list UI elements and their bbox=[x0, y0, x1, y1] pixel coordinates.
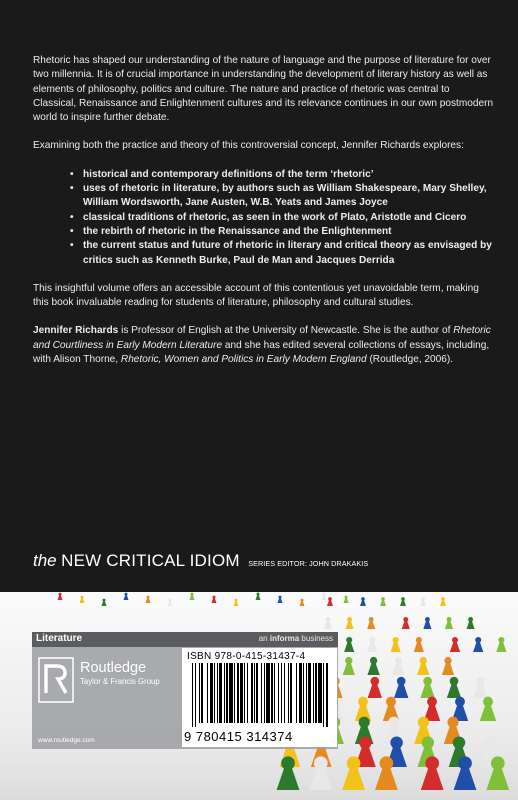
lead-paragraph: Examining both the practice and theory of this controversial concept, Jennifer Richards explores: bbox=[33, 140, 464, 152]
informa-label bbox=[259, 634, 333, 643]
pawn-figure bbox=[346, 617, 354, 629]
pawn-figure bbox=[234, 599, 239, 606]
pawn-figure bbox=[344, 637, 354, 652]
barcode-bar bbox=[195, 663, 196, 727]
pawn-figure bbox=[367, 657, 379, 675]
routledge-logo-icon bbox=[38, 657, 74, 703]
pawn-figure bbox=[367, 617, 375, 629]
pawn-figure bbox=[327, 597, 333, 606]
pawn-figure bbox=[190, 593, 195, 600]
publisher-group: Taylor & Francis Group bbox=[80, 677, 160, 686]
pawn-figure bbox=[278, 596, 283, 603]
pawn-figure bbox=[473, 637, 483, 652]
pawn-figure bbox=[368, 677, 382, 698]
barcode-bar bbox=[323, 663, 324, 727]
pawn-figure bbox=[300, 599, 305, 606]
bio-text: and she has edited several collections of essays, including, with Alison Thorne, bbox=[33, 339, 490, 366]
barcode-bar bbox=[290, 663, 292, 723]
barcode-bar bbox=[281, 663, 282, 723]
topic-item: • classical traditions of rhetoric, as seen in the work of Plato, Aristotle and Cicero bbox=[70, 211, 495, 225]
isbn-label: ISBN 978-0-415-31437-4 bbox=[187, 651, 306, 662]
barcode-bar bbox=[247, 663, 248, 723]
publisher-name: Routledge bbox=[80, 660, 147, 676]
barcode-bar bbox=[192, 663, 193, 727]
barcode-bar bbox=[226, 663, 228, 723]
series-editor: SERIES EDITOR: JOHN DRAKAKIS bbox=[248, 559, 369, 568]
pawn-figure bbox=[212, 596, 217, 603]
author-bio bbox=[33, 324, 495, 367]
isbn-barcode bbox=[182, 648, 337, 747]
pawn-figure bbox=[102, 599, 107, 606]
pawn-figure bbox=[423, 617, 431, 629]
pawn-figure bbox=[394, 677, 408, 698]
barcode-bar bbox=[278, 663, 279, 723]
pawn-figure bbox=[417, 657, 429, 675]
pawn-figure bbox=[80, 596, 85, 603]
pawn-figure bbox=[400, 597, 406, 606]
pawn-figure bbox=[467, 617, 475, 629]
blurb-text bbox=[33, 54, 495, 381]
barcode-bar bbox=[251, 663, 253, 723]
pawn-figure bbox=[480, 697, 497, 721]
pawn-figure bbox=[256, 593, 261, 600]
pawn-figure bbox=[324, 617, 332, 629]
publisher-website: www.routledge.com bbox=[38, 737, 95, 744]
barcode-bar bbox=[207, 663, 208, 723]
barcode-bar bbox=[284, 663, 285, 723]
pawn-figure bbox=[168, 599, 173, 606]
barcode-bar bbox=[266, 663, 270, 723]
topic-item: • the current status and future of rhetoric in literary and critical theory as envisaged by critics such as Kenneth Burke, Paul de Man and Jacques Derrida bbox=[70, 239, 495, 268]
barcode-bar bbox=[201, 663, 203, 723]
informa-suffix: business bbox=[299, 634, 333, 643]
barcode-bar bbox=[210, 663, 213, 723]
pawn-figure bbox=[367, 637, 377, 652]
author-name: Jennifer Richards bbox=[33, 325, 119, 337]
pawn-figure bbox=[402, 617, 410, 629]
pawn-figure bbox=[445, 617, 453, 629]
barcode-bar bbox=[244, 663, 245, 723]
pawn-figure bbox=[450, 637, 460, 652]
series-name: NEW CRITICAL IDIOM bbox=[61, 551, 240, 570]
series-title bbox=[33, 551, 368, 571]
barcode-bar bbox=[303, 663, 304, 723]
pawn-figure bbox=[380, 597, 386, 606]
pawn-figure bbox=[391, 637, 401, 652]
book-title-1: Rhetoric and Courtliness in Early Modern Literature bbox=[33, 325, 491, 351]
barcode-bar bbox=[229, 663, 233, 723]
barcode-bar bbox=[308, 663, 311, 723]
barcode-bar bbox=[261, 663, 262, 723]
pawn-figure bbox=[442, 657, 454, 675]
bio-text: (Routledge, 2006). bbox=[366, 354, 454, 366]
informa-prefix: an bbox=[258, 634, 270, 643]
barcode-bar bbox=[254, 663, 255, 723]
barcode-bar bbox=[217, 663, 218, 723]
book-title-2: Rhetoric, Women and Politics in Early Modern England bbox=[120, 354, 367, 366]
barcode-bar bbox=[199, 663, 200, 723]
barcode-bar bbox=[214, 663, 215, 723]
barcode-bar bbox=[264, 663, 265, 723]
barcode-bar bbox=[299, 663, 302, 723]
summary-paragraph: This insightful volume offers an accessible account of this contentious yet unavoidable term, making this book invaluable reading for students of literature, philosophy and cultural studies. bbox=[33, 282, 479, 309]
pawn-figure bbox=[392, 657, 404, 675]
category-bar bbox=[32, 632, 338, 647]
pawn-figure bbox=[124, 593, 129, 600]
pawn-figure bbox=[344, 596, 349, 603]
pawn-figure bbox=[440, 597, 446, 606]
barcode-bar bbox=[234, 663, 235, 723]
topics-list bbox=[33, 168, 495, 268]
barcode-bar bbox=[240, 663, 243, 723]
pawn-figure bbox=[322, 593, 327, 600]
pawn-figure bbox=[496, 637, 506, 652]
informa-word: informa bbox=[269, 634, 300, 643]
barcode-bar bbox=[318, 663, 322, 723]
barcode-bar bbox=[271, 663, 273, 723]
barcode-bar bbox=[296, 663, 297, 723]
topic-item: • uses of rhetoric in literature, by authors such as William Shakespeare, Mary Shelley, William Wordsworth, Jane Austen, W.B. Yeats and James Joyce bbox=[70, 182, 495, 211]
barcode-bar bbox=[219, 663, 222, 723]
category-label: Literature bbox=[36, 633, 83, 644]
barcode-bar bbox=[313, 663, 314, 723]
pawn-figure bbox=[447, 677, 461, 698]
barcode-bar bbox=[256, 663, 258, 723]
intro-paragraph: Rhetoric has shaped our understanding of the nature of language and the purpose of literature for over two millennia. It is of crucial importance in understanding the development of literary history as well as elements of philosophy, politics and culture. The nature and practice of rhetoric was central to Classical, Renaissance and Enlightenment cultures and its relevance continues in our own postmodern world to inspire further debate. bbox=[33, 55, 494, 124]
pawn-figure bbox=[420, 597, 426, 606]
pawn-figure bbox=[420, 677, 434, 698]
pawn-figure bbox=[414, 637, 424, 652]
topic-item: • historical and contemporary definitions of the term ‘rhetoric’ bbox=[70, 168, 495, 182]
barcode-number: 9 780415 314374 bbox=[184, 729, 293, 744]
barcode-bar bbox=[326, 663, 328, 727]
barcode-bar bbox=[306, 663, 307, 723]
barcode-bar bbox=[315, 663, 317, 723]
barcode-bars bbox=[182, 663, 337, 727]
topic-item: • the rebirth of rhetoric in the Renaissance and the Enlightenment bbox=[70, 225, 495, 239]
barcode-bar bbox=[237, 663, 239, 723]
barcode-bar bbox=[274, 663, 275, 723]
pawn-figure bbox=[58, 593, 63, 600]
barcode-bar bbox=[288, 663, 289, 723]
pawn-figure bbox=[473, 677, 487, 698]
series-article: the bbox=[33, 551, 57, 570]
pawn-figure bbox=[360, 597, 366, 606]
bio-text: is Professor of English at the University of Newcastle. She is the author of bbox=[118, 325, 454, 337]
barcode-bar bbox=[224, 663, 225, 723]
pawn-figure bbox=[146, 596, 151, 603]
pawn-figure bbox=[343, 657, 355, 675]
